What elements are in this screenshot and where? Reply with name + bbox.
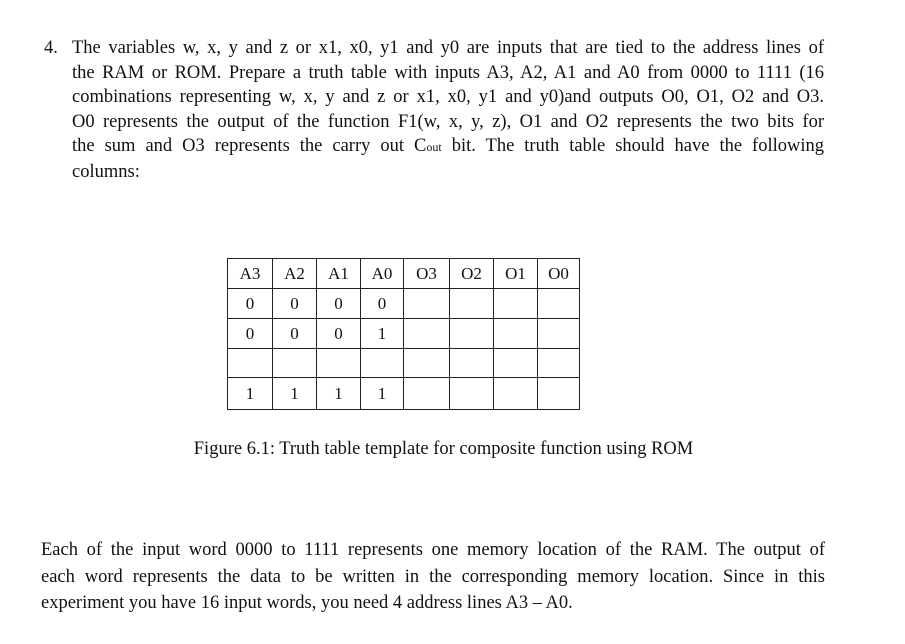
table-cell: 0 (361, 289, 404, 319)
question-number: 4. (44, 38, 58, 58)
question-line-2: the RAM or ROM. Prepare a truth table with inputs A3, A2, A1 and A0 from 0000 to 1111 (16 (72, 62, 824, 83)
table-cell (538, 349, 580, 378)
question-line-1: The variables w, x, y and z or x1, x0, y1 and y0 are inputs that are tied to the address lines of (72, 38, 824, 58)
header-a3: A3 (228, 259, 273, 289)
header-o0: O0 (538, 259, 580, 289)
question-text (72, 36, 824, 184)
truth-table (227, 258, 580, 410)
table-cell (538, 378, 580, 410)
table-cell: 1 (228, 378, 273, 410)
table-row (228, 319, 580, 349)
header-o3: O3 (404, 259, 450, 289)
figure-caption (0, 437, 905, 461)
table-cell (450, 349, 494, 378)
truth-table-header-row (228, 259, 580, 289)
figure-caption-text: Figure 6.1: Truth table template for composite function using ROM (193, 439, 694, 459)
question-line-4: O0 represents the output of the function F1(w, x, y, z), O1 and O2 represents the two bits for (72, 111, 824, 132)
paragraph-line-1: Each of the input word 0000 to 1111 represents one memory location of the RAM. The output of (41, 540, 825, 560)
table-cell (450, 289, 494, 319)
table-cell: 0 (317, 289, 361, 319)
table-cell (361, 349, 404, 378)
question-line-5-end: bit. The truth table should have the following (441, 136, 824, 156)
table-cell (538, 319, 580, 349)
table-cell (450, 378, 494, 410)
cout-subscript: out (426, 140, 442, 154)
table-cell (404, 349, 450, 378)
table-cell (317, 349, 361, 378)
table-row (228, 378, 580, 410)
table-cell (538, 289, 580, 319)
table-cell (494, 289, 538, 319)
paragraph-line-3: experiment you have 16 input words, you need 4 address lines A3 – A0. (41, 593, 573, 613)
table-cell: 0 (228, 289, 273, 319)
table-cell: 1 (317, 378, 361, 410)
table-cell (404, 319, 450, 349)
table-cell (450, 319, 494, 349)
table-row (228, 289, 580, 319)
table-cell: 0 (273, 319, 317, 349)
table-cell: 1 (273, 378, 317, 410)
table-cell (273, 349, 317, 378)
question-line-6: columns: (72, 161, 140, 182)
table-cell (494, 349, 538, 378)
header-a1: A1 (317, 259, 361, 289)
table-cell: 0 (228, 319, 273, 349)
question-line-5-start: the sum and O3 represents the carry out C (72, 136, 427, 156)
question-line-5 (72, 134, 824, 160)
table-row-placeholder (228, 349, 580, 378)
table-cell: 1 (361, 378, 404, 410)
table-cell (494, 319, 538, 349)
header-o2: O2 (450, 259, 494, 289)
explanation-paragraph (41, 537, 825, 617)
question-line-3: combinations representing w, x, y and z or x1, x0, y1 and y0)and outputs O0, O1, O2 and O3. (72, 87, 824, 107)
header-o1: O1 (494, 259, 538, 289)
table-cell (404, 289, 450, 319)
table-cell (494, 378, 538, 410)
table-cell (404, 378, 450, 410)
table-cell: 1 (361, 319, 404, 349)
table-cell (228, 349, 273, 378)
header-a2: A2 (273, 259, 317, 289)
table-cell: 0 (317, 319, 361, 349)
table-cell: 0 (273, 289, 317, 319)
header-a0: A0 (361, 259, 404, 289)
paragraph-line-2: each word represents the data to be written in the corresponding memory location. Since in this (41, 566, 825, 587)
